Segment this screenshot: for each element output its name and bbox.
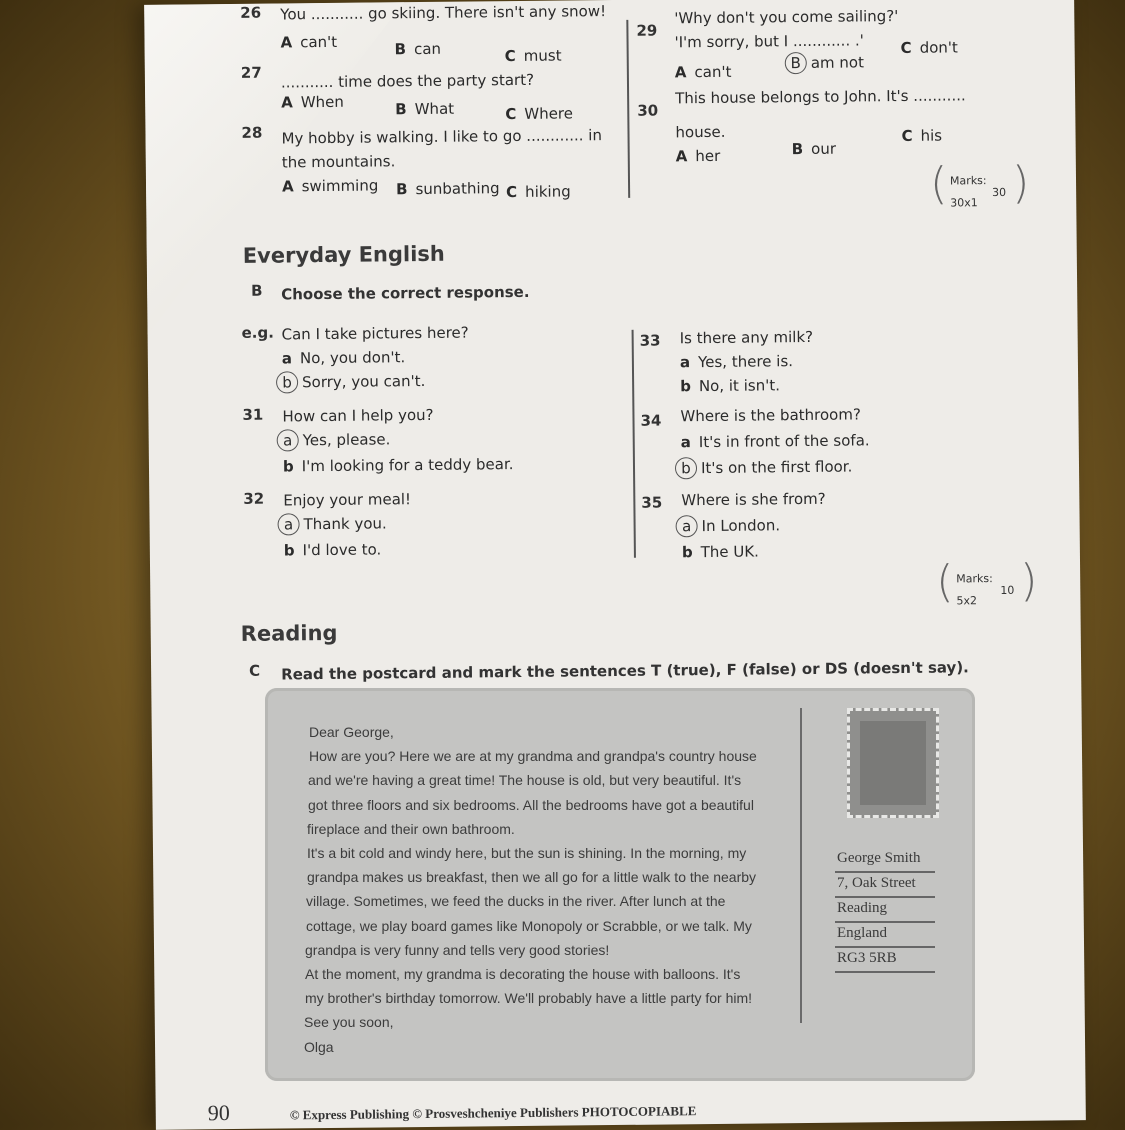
postcard-line: At the moment, my grandma is decorating the house with balloons. It's — [305, 966, 741, 982]
q26-option-b[interactable]: B can — [394, 39, 442, 59]
eg-option-a[interactable]: a No, you don't. — [281, 348, 406, 368]
reading-title: Reading — [240, 620, 338, 646]
q32-option-b[interactable]: b I'd love to. — [283, 540, 382, 560]
postcard-line: fireplace and their own bathroom. — [307, 820, 515, 837]
q30-text-line2: house. — [675, 122, 726, 142]
postcard-divider-line — [800, 708, 802, 1023]
q28-option-c[interactable]: C hiking — [506, 182, 571, 202]
q28-text-line2: the mountains. — [281, 152, 396, 172]
q31-option-a[interactable]: a Yes, please. — [277, 428, 391, 451]
q31-question: How can I help you? — [282, 405, 434, 426]
section-c-letter: C — [249, 661, 261, 680]
q31-option-b[interactable]: b I'm looking for a teddy bear. — [282, 455, 514, 476]
postcard-line: grandpa is very funny and tells very good stories! — [305, 941, 610, 958]
eg-option-b[interactable]: b Sorry, you can't. — [276, 370, 425, 394]
q33-option-b[interactable]: b No, it isn't. — [680, 376, 781, 396]
address-line: RG3 5RB — [837, 950, 897, 966]
section-b-letter: B — [251, 281, 263, 300]
q27-text: ........... time does the party start? — [280, 70, 535, 92]
everyday-english-title: Everyday English — [242, 241, 445, 268]
q29-text-line1: 'Why don't you come sailing?' — [674, 7, 899, 28]
q30-option-c[interactable]: C his — [901, 126, 943, 145]
address-rule — [835, 871, 935, 873]
eg-label: e.g. — [241, 323, 274, 342]
q26-text: You ........... go skiing. There isn't any snow! — [280, 2, 607, 24]
q27-number: 27 — [240, 63, 262, 82]
postcard-line: Dear George, — [309, 724, 394, 740]
q32-option-a[interactable]: a Thank you. — [277, 512, 386, 535]
address-line: England — [837, 925, 887, 941]
q32-number: 32 — [243, 489, 265, 508]
q28-option-a[interactable]: A swimming — [281, 176, 379, 196]
address-rule — [835, 946, 935, 948]
q27-option-b[interactable]: B What — [395, 99, 455, 119]
q33-question: Is there any milk? — [679, 327, 814, 348]
q33-option-a[interactable]: a Yes, there is. — [679, 352, 794, 372]
q26-option-c[interactable]: C must — [504, 46, 562, 66]
column-divider-top — [626, 20, 630, 198]
eg-question: Can I take pictures here? — [281, 323, 469, 344]
q29-option-b[interactable]: B am not — [785, 51, 864, 74]
q27-option-c[interactable]: C Where — [505, 104, 574, 124]
postcard-line: village. Sometimes, we feed the ducks in the river. After lunch at the — [306, 893, 726, 910]
address-rule — [835, 896, 935, 898]
section-c-instruction: Read the postcard and mark the sentences T (true), F (false) or DS (doesn't say). — [281, 658, 969, 684]
address-rule — [835, 971, 935, 973]
q29-option-c[interactable]: C don't — [900, 38, 958, 57]
q28-text-line1: My hobby is walking. I like to go ............ in — [281, 126, 603, 148]
q30-option-a[interactable]: A her — [675, 146, 721, 166]
q28-option-b[interactable]: B sunbathing — [395, 179, 500, 199]
q30-number: 30 — [637, 101, 659, 120]
q29-number: 29 — [636, 21, 658, 40]
address-rule — [835, 921, 935, 923]
footer-credit: © Express Publishing © Prosveshcheniye Publishers PHOTOCOPIABLE — [289, 1103, 697, 1123]
address-line: George Smith — [837, 850, 921, 866]
q29-option-a[interactable]: A can't — [674, 62, 732, 82]
postcard-line: See you soon, — [304, 1014, 394, 1031]
q26-number: 26 — [240, 3, 262, 22]
postcard-line: Olga — [304, 1038, 334, 1055]
q33-number: 33 — [639, 331, 661, 350]
column-divider-middle — [632, 330, 636, 558]
postcard-line: grandpa makes us breakfast, then we all go for a little walk to the nearby — [307, 869, 757, 886]
q35-option-a[interactable]: a In London. — [676, 514, 781, 537]
q28-number: 28 — [241, 123, 263, 142]
postcard-line: cottage, we play board games like Monopoly or Scrabble, or we talk. My — [306, 917, 752, 934]
postcard-line: got three floors and six bedrooms. All the bedrooms have got a beautiful — [308, 796, 754, 813]
postcard-line: It's a bit cold and windy here, but the sun is shining. In the morning, my — [307, 845, 747, 861]
address-line: Reading — [837, 900, 887, 916]
postcard-line: How are you? Here we are at my grandma and grandpa's country house — [309, 748, 757, 765]
section-b-instruction: Choose the correct response. — [281, 282, 530, 304]
q35-option-b[interactable]: b The UK. — [681, 542, 759, 562]
marks-box-b: ( Marks: 5x2 10 ) — [935, 555, 1038, 608]
q35-question: Where is she from? — [681, 489, 826, 510]
page-number: 90 — [207, 1100, 230, 1126]
q34-option-b[interactable]: b It's on the first floor. — [675, 456, 853, 480]
q34-option-a[interactable]: a It's in front of the sofa. — [680, 431, 870, 452]
q30-option-b[interactable]: B our — [791, 139, 837, 159]
q34-number: 34 — [640, 411, 662, 430]
q29-text-line2: 'I'm sorry, but I ............ .' — [674, 31, 864, 52]
q31-number: 31 — [242, 405, 264, 424]
q30-text-line1: This house belongs to John. It's ........... — [675, 86, 966, 108]
postage-stamp — [847, 708, 939, 818]
postcard-line: and we're having a great time! The house is old, but very beautiful. It's — [308, 772, 742, 789]
q27-option-a[interactable]: A When — [281, 92, 344, 112]
q26-option-a[interactable]: A can't — [280, 32, 338, 52]
postcard-line: my brother's birthday tomorrow. We'll probably have a little party for him! — [305, 990, 753, 1007]
address-line: 7, Oak Street — [837, 875, 916, 891]
q32-question: Enjoy your meal! — [283, 490, 412, 510]
postcard — [265, 688, 975, 1081]
q35-number: 35 — [641, 493, 663, 512]
q34-question: Where is the bathroom? — [680, 405, 861, 426]
marks-box-a: ( Marks: 30x1 30 ) — [929, 157, 1030, 210]
